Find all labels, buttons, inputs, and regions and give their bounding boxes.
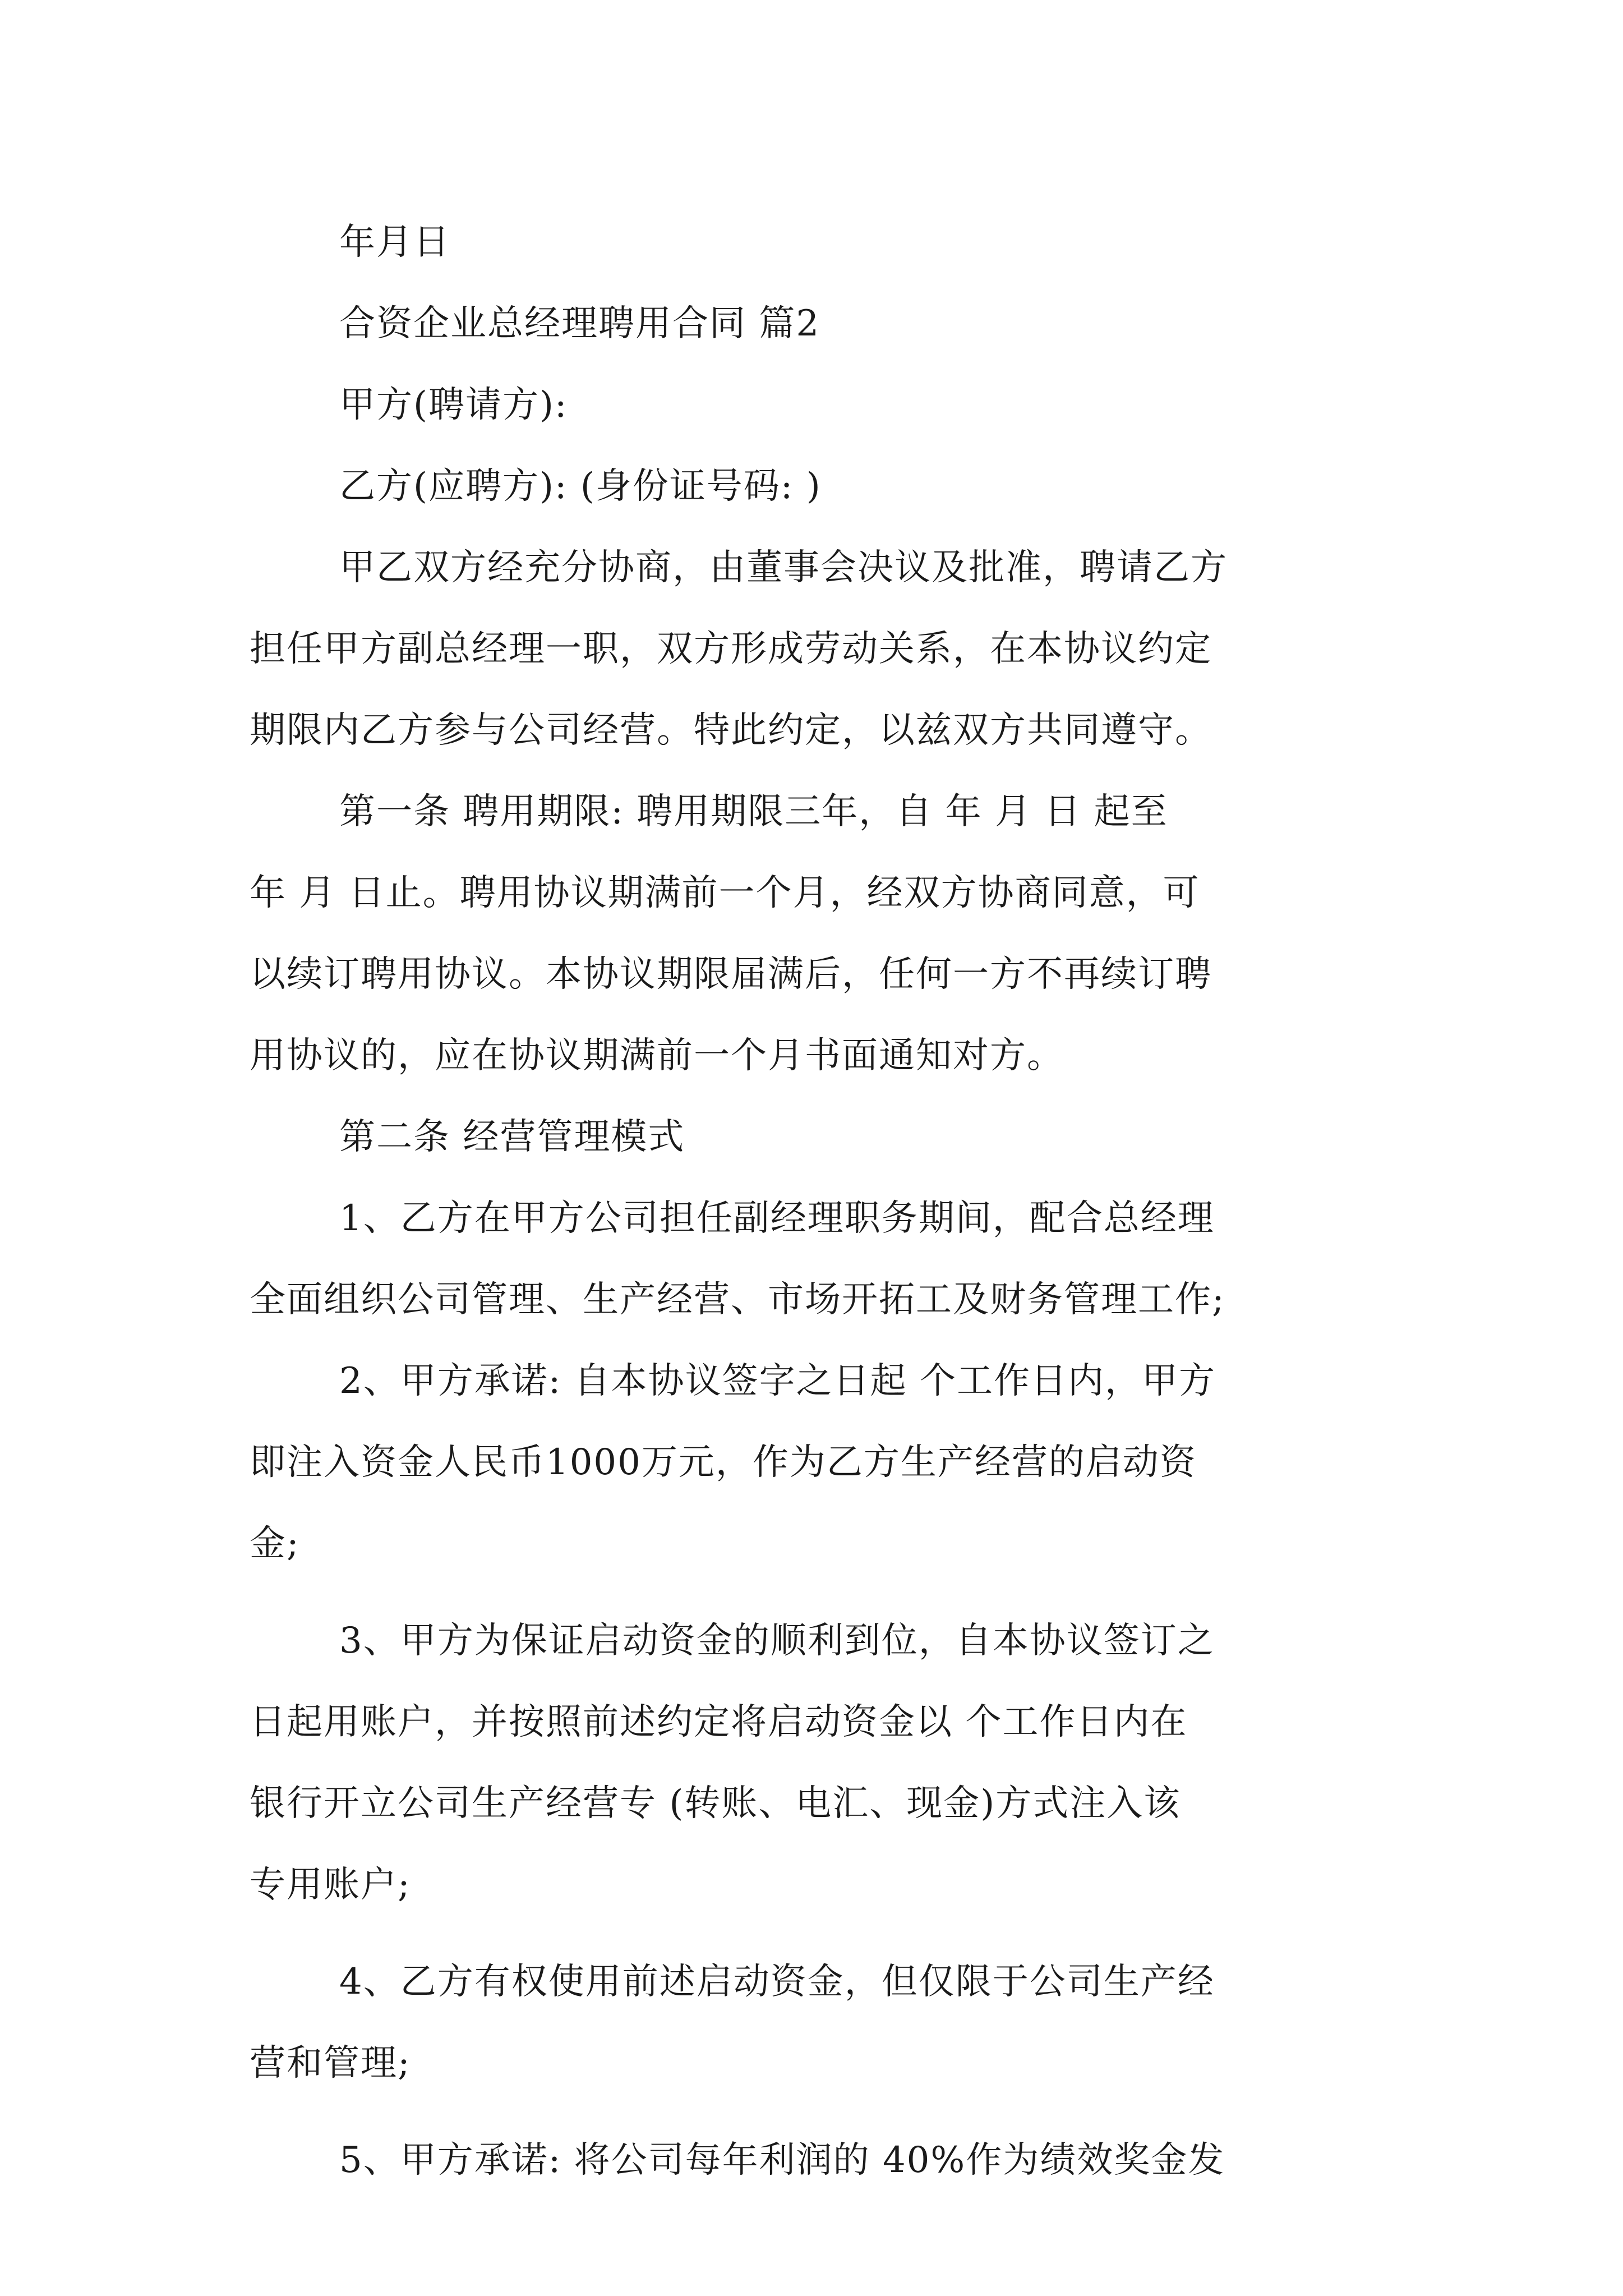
contract-title: 合资企业总经理聘用合同 篇2 — [339, 303, 820, 344]
preamble-line-2: 担任甲方副总经理一职，双方形成劳动关系，在本协议约定 — [250, 628, 1212, 670]
document-page — [250, 202, 1405, 2201]
date-line: 年月日 — [339, 222, 450, 263]
clause-2-line-3: 金; — [250, 1523, 300, 1565]
party-b-line: 乙方(应聘方): (身份证号码: ) — [339, 466, 822, 507]
article-1-line-1: 第一条 聘用期限: 聘用期限三年，自 年 月 日 起至 — [339, 791, 1168, 832]
clause-3-line-2: 日起用账户，并按照前述约定将启动资金以 个工作日内在 — [250, 1701, 1188, 1743]
clause-5-line-1: 5、甲方承诺: 将公司每年利润的 40%作为绩效奖金发 — [339, 2139, 1225, 2181]
clause-3-line-1: 3、甲方为保证启动资金的顺利到位，自本协议签订之 — [339, 1620, 1215, 1662]
clause-2-line-2: 即注入资金人民币1000万元，作为乙方生产经营的启动资 — [250, 1442, 1197, 1483]
clause-4-line-2: 营和管理; — [250, 2042, 411, 2084]
clause-4-line-1: 4、乙方有权使用前述启动资金，但仅限于公司生产经 — [339, 1961, 1215, 2003]
preamble-line-3: 期限内乙方参与公司经营。特此约定，以兹双方共同遵守。 — [250, 710, 1212, 751]
clause-2-line-1: 2、甲方承诺: 自本协议签字之日起 个工作日内，甲方 — [339, 1360, 1216, 1402]
clause-1-line-1: 1、乙方在甲方公司担任副经理职务期间，配合总经理 — [339, 1198, 1215, 1239]
article-2-heading: 第二条 经营管理模式 — [339, 1116, 685, 1158]
clause-3-line-4: 专用账户; — [250, 1864, 411, 1906]
clause-1-line-2: 全面组织公司管理、生产经营、市场开拓工及财务管理工作; — [250, 1279, 1225, 1320]
party-a-line: 甲方(聘请方): — [339, 384, 568, 426]
article-1-line-3: 以续订聘用协议。本协议期限届满后，任何一方不再续订聘 — [250, 954, 1212, 995]
preamble-line-1: 甲乙双方经充分协商，由董事会决议及批准，聘请乙方 — [339, 547, 1228, 588]
article-1-line-2: 年 月 日止。聘用协议期满前一个月，经双方协商同意，可 — [250, 872, 1200, 914]
clause-3-line-3: 银行开立公司生产经营专 (转账、电汇、现金)方式注入该 — [250, 1783, 1181, 1824]
article-1-line-4: 用协议的，应在协议期满前一个月书面通知对方。 — [250, 1035, 1064, 1076]
